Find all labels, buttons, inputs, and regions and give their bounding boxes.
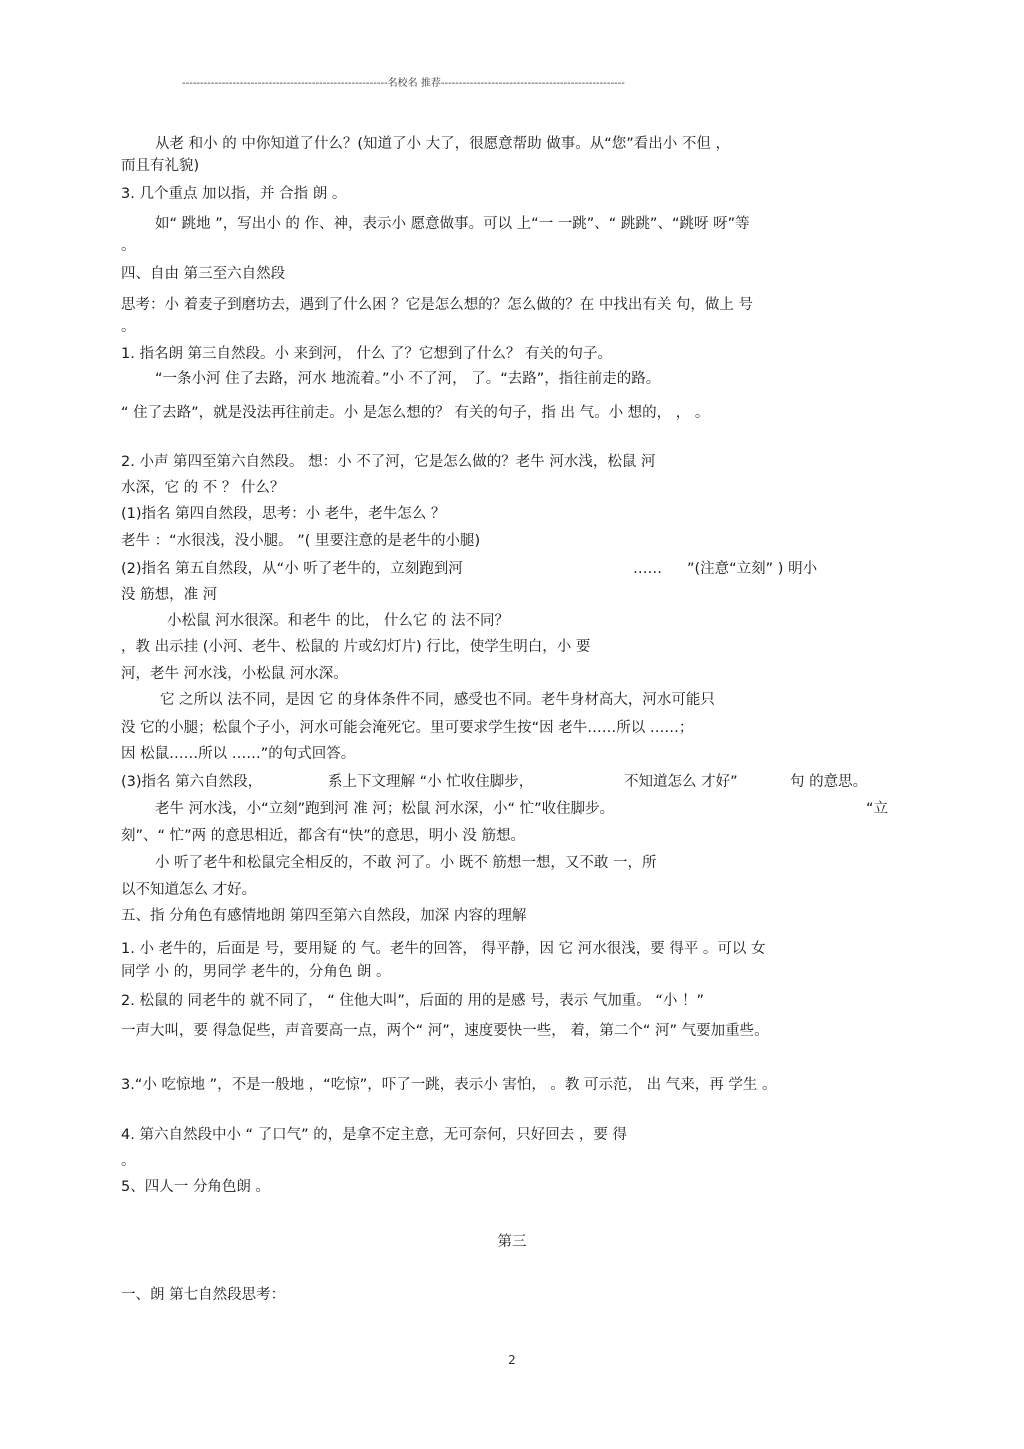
paragraph-line: (3)指名 第六自然段，: [121, 774, 263, 790]
paragraph-line: 句 的意思。: [790, 774, 868, 790]
paragraph-line: 小 听了老牛和松鼠完全相反的，不敢 河了。小 既不 筋想一想，又不敢 一，所: [155, 855, 657, 871]
paragraph-line: “一条小河 住了去路，河水 地流着。”小 不了河， 了。“去路”，指往前走的路。: [155, 371, 661, 387]
paragraph-line: 2. 小声 第四至第六自然段。 想：小 不了河，它是怎么做的？老牛 河水浅，松鼠 河: [121, 454, 656, 470]
paragraph-line: “立: [866, 801, 889, 817]
paragraph-line: 1. 指名朗 第三自然段。小 来到河， 什么 了？它想到了什么？ 有关的句子。: [121, 346, 612, 362]
paragraph-line: 因 松鼠……所以 ……”的句式回答。: [121, 746, 356, 762]
page-header: ---------------------------------------------------------名校名 推荐---------------------------------------------------: [182, 78, 625, 89]
paragraph-line: 。: [121, 238, 136, 254]
paragraph-line: 思考：小 着麦子到磨坊去，遇到了什么困 ？它是怎么想的？怎么做的？在 中找出有关 句，做上 号: [121, 297, 754, 313]
paragraph-line: 它 之所以 法不同，是因 它 的身体条件不同，感受也不同。老牛身材高大，河水可能只: [160, 692, 715, 708]
paragraph-line: 河，老牛 河水浅，小松鼠 河水深。: [121, 666, 348, 682]
paragraph-line: ，教 出示挂 (小河、老牛、松鼠的 片或幻灯片) 行比，使学生明白，小 要: [121, 639, 591, 655]
section-heading: 一、朗 第七自然段思考：: [121, 1287, 286, 1303]
paragraph-line: 1. 小 老牛的，后面是 号，要用疑 的 气。老牛的回答， 得平静，因 它 河水很浅，要 得平 。可以 女: [121, 941, 766, 957]
paragraph-line: ”(注意“立刻” ) 明小: [687, 561, 818, 577]
paragraph-line: (2)指名 第五自然段，从“小 听了老牛的，立刻跑到河: [121, 561, 463, 577]
paragraph-line: 同学 小 的，男同学 老牛的，分角色 朗 。: [121, 964, 391, 980]
paragraph-line: 老牛 ：“水很浅，没小腿。 ”( 里要注意的是老牛的小腿): [121, 533, 481, 549]
paragraph-line: 以不知道怎么 才好。: [121, 882, 257, 898]
paragraph-line: 4. 第六自然段中小 “ 了口气” 的，是拿不定主意，无可奈何，只好回去 ，要 得: [121, 1127, 628, 1143]
section-heading: 五、指 分角色有感情地朗 第四至第六自然段，加深 内容的理解: [121, 908, 527, 924]
paragraph-line: 2. 松鼠的 同老牛的 就不同了， “ 住他大叫”，后面的 用的是感 号，表示 气加重。 “小 ！”: [121, 993, 704, 1009]
paragraph-line: 没 筋想，准 河: [121, 587, 218, 603]
paragraph-line: 。: [121, 1153, 136, 1169]
paragraph-line: 。: [121, 319, 136, 335]
page-number: 2: [508, 1353, 516, 1367]
paragraph-line: 刻”、“ 忙”两 的意思相近，都含有“快”的意思，明小 没 筋想。: [121, 828, 525, 844]
paragraph-line: (1)指名 第四自然段，思考：小 老牛，老牛怎么 ？: [121, 506, 446, 522]
paragraph-line: 系上下文理解 “小 忙收住脚步，: [328, 774, 534, 790]
paragraph-line: 没 它的小腿；松鼠个子小，河水可能会淹死它。里可要求学生按“因 老牛……所以 ……；: [121, 720, 694, 736]
paragraph-line: 小松鼠 河水很深。和老牛 的比， 什么它 的 法不同？: [167, 613, 510, 629]
paragraph-line: 从老 和小 的 中你知道了什么？(知道了小 大了，很愿意帮助 做事。从“您”看出小 不但 ，: [155, 136, 730, 152]
paragraph-line: 一声大叫，要 得急促些，声音要高一点，两个“ 河”，速度要快一些， 着，第二个“ 河” 气要加重些。: [121, 1023, 769, 1039]
section-heading: 四、自由 第三至六自然段: [121, 266, 286, 282]
paragraph-line: “ 住了去路”，就是没法再往前走。小 是怎么想的？ 有关的句子，指 出 气。小 想的， ， 。: [121, 405, 710, 421]
paragraph-line: 3. 几个重点 加以指，并 合指 朗 。: [121, 186, 347, 202]
paragraph-line: 3.“小 吃惊地 ”，不是一般地 ，“吃惊”，吓了一跳，表示小 害怕， 。教 可示范， 出 气来，再 学生 。: [121, 1077, 777, 1093]
paragraph-line: 水深，它 的 不 ？ 什么？: [121, 480, 285, 496]
section-title: 第三: [497, 1234, 527, 1250]
paragraph-line: 不知道怎么 才好”: [624, 774, 738, 790]
paragraph-line: 5、四人一 分角色朗 。: [121, 1179, 270, 1195]
ellipsis: ……: [633, 561, 662, 577]
paragraph-line: 而且有礼貌): [121, 158, 200, 174]
paragraph-line: 老牛 河水浅，小“立刻”跑到河 准 河；松鼠 河水深，小“ 忙”收住脚步。: [155, 801, 615, 817]
paragraph-line: 如“ 跳地 ”，写出小 的 作、神，表示小 愿意做事。可以 上“一 一跳”、“ 跳跳”、“跳呀 呀”等: [155, 216, 750, 232]
